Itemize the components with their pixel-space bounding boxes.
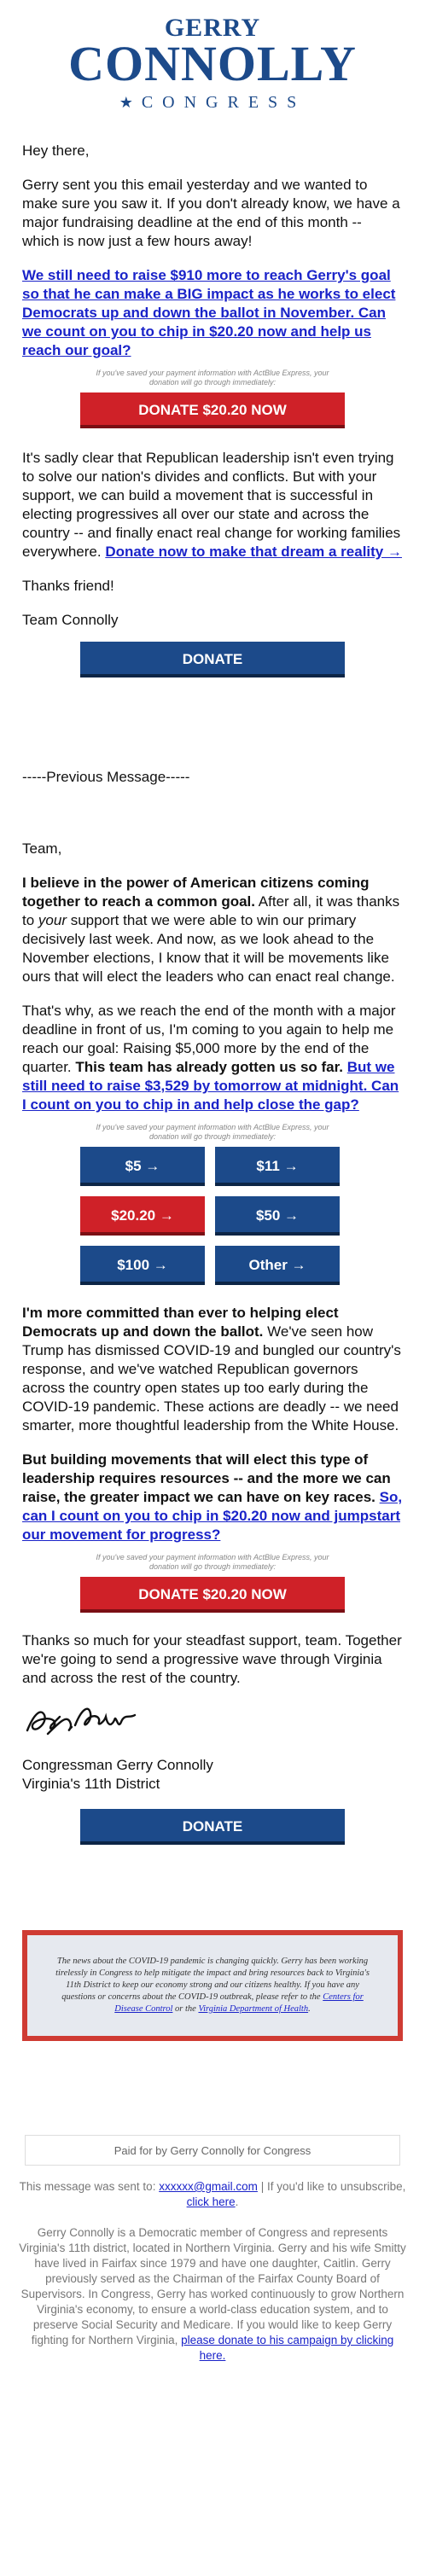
amount-button-other[interactable]: Other →: [215, 1246, 340, 1285]
donate-dream-link[interactable]: Donate now to make that dream a reality →: [105, 544, 402, 560]
donate-2020-button-2[interactable]: DONATE $20.20 NOW: [80, 1577, 345, 1613]
logo-first-name: GERRY: [164, 14, 261, 42]
amount-button-100[interactable]: $100 →: [80, 1246, 205, 1285]
close-gap-link[interactable]: But we still need to raise $3,529 by tomorrow at midnight. Can I count on you to chip in and help close the gap?: [22, 1059, 399, 1113]
amount-button-grid: [80, 1147, 345, 1285]
previous-message-divider: -----Previous Message-----: [22, 769, 190, 785]
recipient-email-link[interactable]: xxxxxx@gmail.com: [159, 2180, 258, 2193]
signature-district: Virginia's 11th District: [22, 1776, 160, 1792]
unsubscribe-link[interactable]: click here: [186, 2195, 236, 2208]
paragraph-2: It's sadly clear that Republican leadership isn't even trying to solve our nation's divides and conflicts. But with your support, we can build a movement that is successful in electing progressives all over our state and across the country -- and finally enact real change for working families everywhere. Donate now to make that dream a reality →: [22, 450, 402, 560]
actblue-note: If you've saved your payment information with ActBlue Express, your donation will go through immediately:: [96, 1123, 329, 1141]
bio-paragraph: Gerry Connolly is a Democratic member of Congress and represents Virginia's 11th district, located in Northern Virginia. Gerry and his wife Smitty have lived in Fairfax since 1979 and have one daughter, Caitlin. Gerry previously served as the Chairman of the Fairfax County Board of Supervisors. In Congress, Gerry has worked continuously to grow Northern Virginia's economy, to ensure a world-class education system, and to preserve Social Security and Medicare. If you would like to keep Gerry fighting for Northern Virginia, please donate to his campaign by clicking here.: [19, 2226, 406, 2362]
amount-button-11[interactable]: $11 →: [215, 1147, 340, 1186]
amount-button-2020[interactable]: $20.20 →: [80, 1196, 205, 1236]
sent-to-line: This message was sent to: xxxxxx@gmail.com | If you'd like to unsubscribe, click here.: [19, 2180, 406, 2208]
amount-button-50[interactable]: $50 →: [215, 1196, 340, 1236]
closing-paragraph: Thanks so much for your steadfast support, team. Together we're going to send a progressive wave through Virginia and across the rest of the country.: [22, 1632, 402, 1686]
star-icon: ★: [119, 94, 133, 111]
cta-link-1[interactable]: We still need to raise $910 more to reach Gerry's goal so that he can make a BIG impact as he works to elect Democrats up and down the ballot in November. Can we count on you to chip in $20.20 now and help us reach our goal?: [22, 267, 396, 358]
paragraph-3: I believe in the power of American citizens coming together to reach a common goal. After all, it was thanks to your support that we were able to win our primary decisively last week. And now, as we look ahead to the November elections, I know that it will be movements like ours that will elect the leaders who can enact real change.: [22, 875, 400, 985]
handwritten-signature: [22, 1696, 403, 1744]
signature-block: [22, 1756, 403, 1794]
team-signoff: Team Connolly: [22, 612, 119, 628]
campaign-logo: [0, 0, 425, 119]
amount-button-5[interactable]: $5 →: [80, 1147, 205, 1186]
thanks-text: Thanks friend!: [22, 578, 114, 594]
paid-for-disclaimer: Paid for by Gerry Connolly for Congress: [25, 2135, 400, 2166]
covid-notice-box: The news about the COVID-19 pandemic is changing quickly. Gerry has been working tirelessly in Congress to help mitigate the impact and bring resources back to Virginia's 11th District to keep our economy strong and our citizens healthy. If you have any questions or concerns about the COVID-19 outbreak, please refer to the Centers for Disease Control or the Virginia Department of Health.: [22, 1930, 403, 2041]
signature-name: Congressman Gerry Connolly: [22, 1757, 213, 1773]
team-greeting: Team,: [22, 840, 62, 857]
intro-paragraph: Gerry sent you this email yesterday and we wanted to make sure you saw it. If you don't already know, we have a major fundraising deadline at the end of this month -- which is now just a few hours away!: [22, 177, 400, 249]
greeting: Hey there,: [22, 142, 90, 159]
paragraph-4: That's why, as we reach the end of the month with a major deadline in front of us, I'm coming to you again to help me reach our goal: Raising $5,000 more by the end of the quarter. This team has already gotten us so far. But we still need to raise $3,529 by tomorrow at midnight. Can I count on you to chip in and help close the gap?: [22, 1003, 399, 1113]
donate-2020-button[interactable]: DONATE $20.20 NOW: [80, 393, 345, 428]
virginia-health-link[interactable]: Virginia Department of Health: [198, 2004, 309, 2014]
donate-button-2[interactable]: DONATE: [80, 1809, 345, 1845]
logo-tagline: ★ CONGRESS: [119, 93, 306, 112]
actblue-note: If you've saved your payment information with ActBlue Express, your donation will go through immediately:: [96, 369, 329, 387]
jumpstart-link[interactable]: So, can I count on you to chip in $20.20 now and jumpstart our movement for progress?: [22, 1489, 403, 1543]
paragraph-6: But building movements that will elect this type of leadership requires resources -- and the more we can raise, the greater impact we can have on key races. So, can I count on you to chip in $20.20 now and jumpstart our movement for progress?: [22, 1451, 403, 1543]
bio-donate-link[interactable]: please donate to his campaign by clicking here.: [181, 2334, 394, 2362]
paragraph-5: I'm more committed than ever to helping elect Democrats up and down the ballot. We've seen how Trump has dismissed COVID-19 and bungled our country's response, and we've watched Republican governors across the country open states up too early during the COVID-19 pandemic. These actions are deadly -- we need smarter, more thoughtful leadership from the White House.: [22, 1305, 401, 1433]
donate-button[interactable]: DONATE: [80, 642, 345, 677]
logo-last-name: CONNOLLY: [68, 36, 357, 91]
actblue-note: If you've saved your payment information with ActBlue Express, your donation will go through immediately:: [96, 1553, 329, 1571]
cdc-link[interactable]: Centers for Disease Control: [114, 1992, 364, 2014]
